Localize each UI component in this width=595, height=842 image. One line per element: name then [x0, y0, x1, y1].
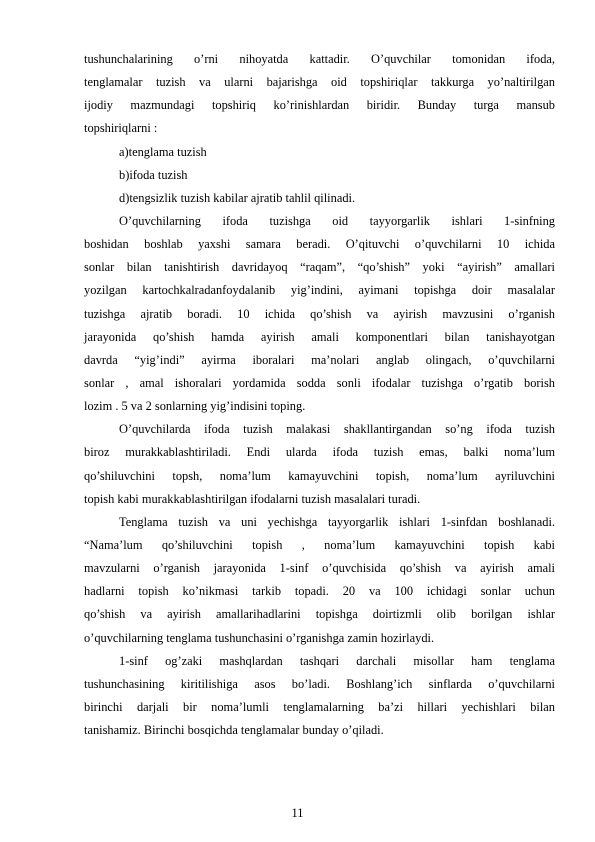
text-line: d)tengsizlik tuzish kabilar ajratib tahlil qilinadi.	[119, 190, 356, 205]
text-line: 1-sinf og’zaki mashqlardan tashqari darchali misollar ham tenglama	[119, 653, 555, 668]
text-line: sonlar bilan tanishtirish davridayoq “raqam”, “qo’shish” yoki “ayirish” amallari	[84, 260, 555, 275]
text-line: topshiriqlarni :	[84, 121, 158, 136]
text-line: jarayonida qo’shish hamda ayirish amali komponentlari bilan tanishayotgan	[84, 329, 555, 344]
text-line: tanishamiz. Birinchi bosqichda tenglamalar bunday o’qiladi.	[84, 723, 384, 738]
page-number: 11	[291, 806, 304, 820]
text-line: davrda “yig’indi” ayirma iboralari ma’nolari anglab olingach, o’quvchilarni	[84, 352, 555, 367]
text-line: lozim . 5 va 2 sonlarning yig’indisini toping.	[84, 399, 306, 414]
text-line: boshidan boshlab yaxshi samara beradi. O’qituvchi o’quvchilarni 10 ichida	[84, 237, 555, 252]
text-line: “Nama’lum qo’shiluvchini topish , noma’lum kamayuvchini topish kabi	[84, 537, 555, 552]
text-line: O’quvchilarning ifoda tuzishga oid tayyorgarlik ishlari 1-sinfning	[119, 213, 555, 228]
text-line: qo’shiluvchini topsh, noma’lum kamayuvchini topish, noma’lum ayriluvchini	[84, 468, 555, 483]
text-line: tuzishga ajratib boradi. 10 ichida qo’shish va ayirish mavzusini o’rganish	[84, 306, 555, 321]
text-line: mavzularni o’rganish jarayonida 1-sinf o’quvchisida qo’shish va ayirish amali	[84, 561, 555, 576]
text-line: qo’shish va ayirish amallarihadlarini topishga doirtizmli olib borilgan ishlar	[84, 607, 555, 622]
text-line: hadlarni topish ko’nikmasi tarkib topadi. 20 va 100 ichidagi sonlar uchun	[84, 584, 555, 599]
text-line: topish kabi murakkablashtirilgan ifodalarni tuzish masalalari turadi.	[84, 491, 421, 506]
text-line: yozilgan kartochkalradanfoydalanib yig’indini, ayimani topishga doir masalalar	[84, 283, 555, 298]
text-line: Tenglama tuzish va uni yechishga tayyorgarlik ishlari 1-sinfdan boshlanadi.	[119, 514, 555, 529]
document-body	[84, 48, 555, 742]
text-line: biroz murakkablashtiriladi. Endi ularda ifoda tuzish emas, balki noma’lum	[84, 445, 555, 460]
text-line: tushunchasining kiritilishiga asos bo’ladi. Boshlang’ich sinflarda o’quvchilarni	[84, 676, 555, 691]
text-line: sonlar , amal ishoralari yordamida sodda sonli ifodalar tuzishga o’rgatib borish	[84, 375, 555, 390]
text-line: a)tenglama tuzish	[119, 144, 207, 159]
text-line: ijodiy mazmundagi topshiriq ko’rinishlardan biridir. Bunday turga mansub	[84, 98, 555, 113]
text-line: O’quvchilarda ifoda tuzish malakasi shakllantirgandan so’ng ifoda tuzish	[119, 422, 555, 437]
text-line: tenglamalar tuzish va ularni bajarishga oid topshiriqlar takkurga yo’naltirilgan	[84, 75, 555, 90]
text-line: birinchi darjali bir noma’lumli tenglamalarning ba’zi hillari yechishlari bilan	[84, 699, 555, 714]
text-line: o’quvchilarning tenglama tushunchasini o’rganishga zamin hozirlaydi.	[84, 630, 435, 645]
text-line: tushunchalarining o’rni nihoyatda kattadir. O’quvchilar tomonidan ifoda,	[84, 52, 555, 66]
text-line: b)ifoda tuzish	[119, 167, 188, 182]
